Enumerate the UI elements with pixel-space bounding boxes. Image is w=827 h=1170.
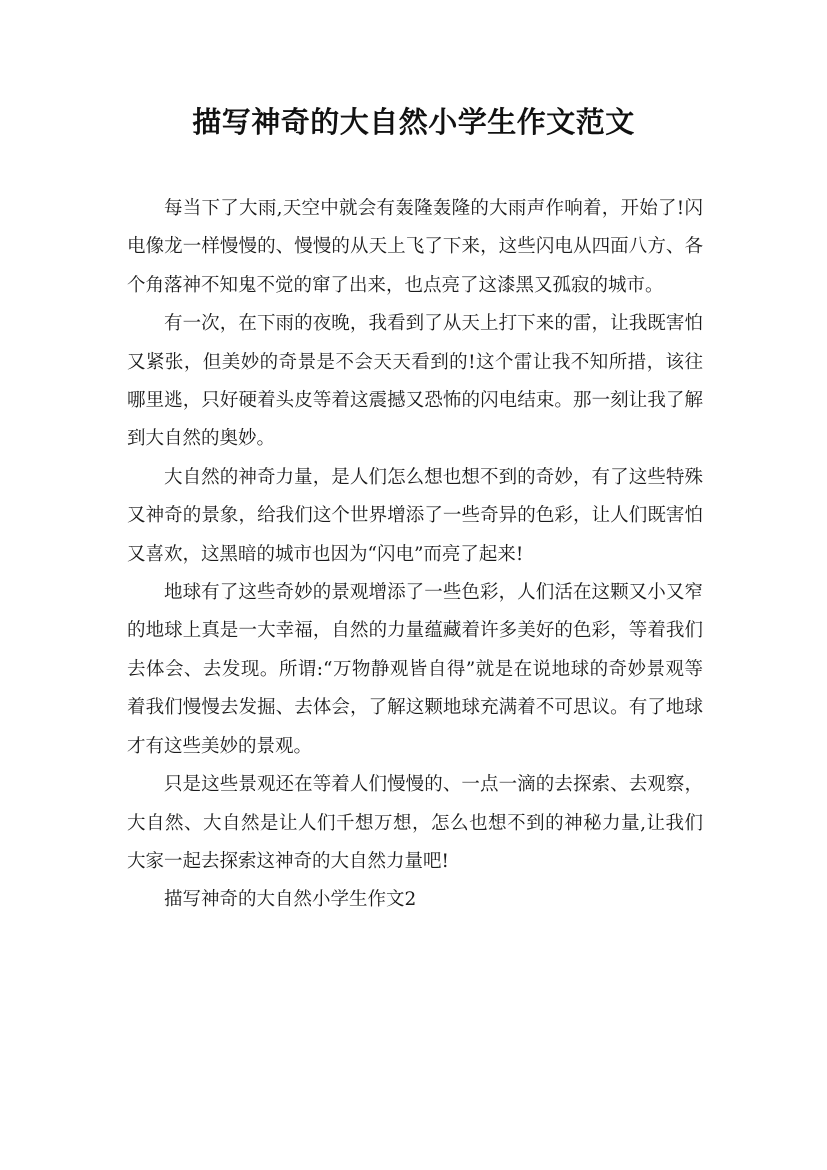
paragraph-4: 地球有了这些奇妙的景观增添了一些色彩，人们活在这颗又小又窄的地球上真是一大幸福，自然的力量蕴藏着许多美好的色彩，等着我们去体会、去发现。所谓:“万物静观皆自得”就是在说地球的奇妙景观等着我们慢慢去发掘、去体会，了解这颗地球充满着不可思议。有了地球才有这些美妙的景观。 [127,582,703,757]
paragraph-3: 大自然的神奇力量，是人们怎么想也想不到的奇妙，有了这些特殊又神奇的景象，给我们这个世界增添了一些奇异的色彩，让人们既害怕又喜欢，这黑暗的城市也因为“闪电”而亮了起来! [127,466,703,565]
paragraph-2: 有一次，在下雨的夜晚，我看到了从天上打下来的雷，让我既害怕又紧张，但美妙的奇景是不会天天看到的!这个雷让我不知所措，该往哪里逃，只好硬着头皮等着这震撼又恐怖的闪电结束。那一刻让我了解到大自然的奥妙。 [127,313,703,450]
document-body [127,190,703,920]
paragraph-1: 每当下了大雨,天空中就会有轰隆轰隆的大雨声作响着，开始了!闪电像龙一样慢慢的、慢慢的从天上飞了下来，这些闪电从四面八方、各个角落神不知鬼不觉的窜了出来，也点亮了这漆黑又孤寂的城市。 [127,198,703,296]
document-title: 描写神奇的大自然小学生作文范文 [192,105,635,139]
section-heading-2: 描写神奇的大自然小学生作文2 [164,889,417,911]
paragraph-5: 只是这些景观还在等着人们慢慢的、一点一滴的去探索、去观察，大自然、大自然是让人们千想万想，怎么也想不到的神秘力量,让我们大家一起去探索这神奇的大自然力量吧! [127,774,703,872]
